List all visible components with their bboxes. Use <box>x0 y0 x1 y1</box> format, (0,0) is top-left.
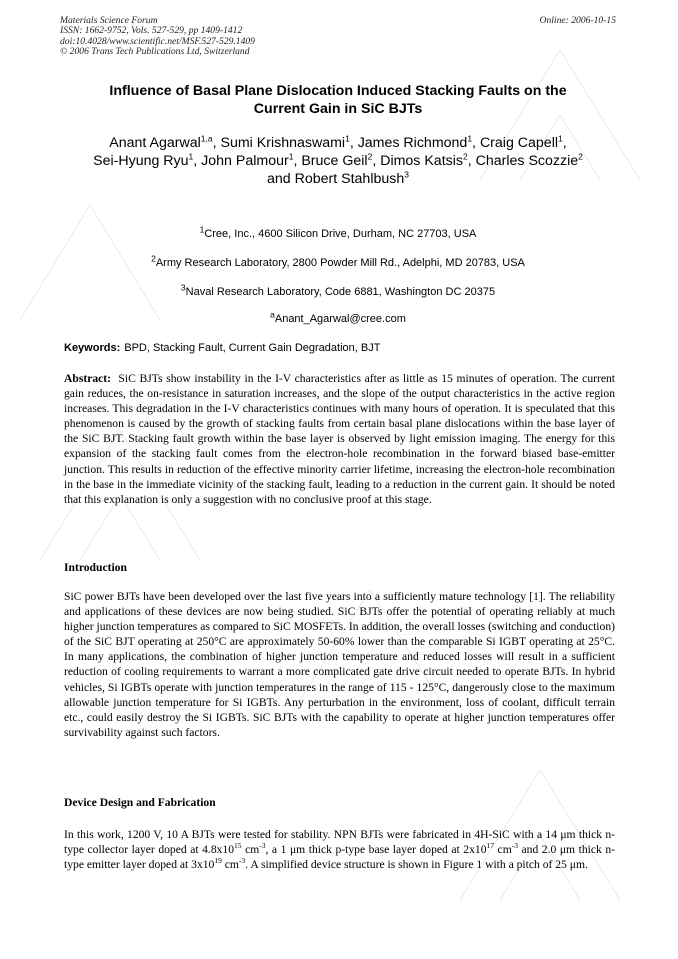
author-affil: 1 <box>558 133 563 144</box>
issn-line: ISSN: 1662-9752, Vols. 527-529, pp 1409-1412 <box>60 25 243 37</box>
abstract-label: Abstract: <box>64 372 112 385</box>
affiliation-3: $^3$Naval Research Laboratory, Code 6881, Washington DC 20375 <box>180 282 496 298</box>
affiliation-1: $^1$Cree, Inc., 4600 Silicon Drive, Durham, NC 27703, USA <box>199 224 477 240</box>
author-line-3 <box>60 170 616 188</box>
introduction-heading: Introduction <box>64 561 127 574</box>
keywords-text: BPD, Stacking Fault, Current Gain Degradation, BJT <box>124 342 381 354</box>
affiliation-2: $^2$Army Research Laboratory, 2800 Powder Mill Rd., Adelphi, MD 20783, USA <box>151 253 525 269</box>
author-line-2: Sei-Hyung Ryu$^1$, John Palmour$^1$, Bruce Geil$^2$, Dimos Katsis$^2$, Charles Scozzie$^2$ <box>93 151 583 170</box>
copyright-line: © 2006 Trans Tech Publications Ltd, Switzerland <box>60 46 250 58</box>
author-affil: 1 <box>467 133 473 144</box>
author-name: Craig Capell <box>479 135 559 151</box>
keywords-label: Keywords: <box>64 342 121 354</box>
author-name: John Palmour <box>201 153 289 170</box>
author-affil: 2 <box>462 151 468 162</box>
author-affil: 3 <box>404 169 409 180</box>
journal-header <box>60 16 616 58</box>
keywords <box>64 342 616 355</box>
author-name: Charles Scozzie <box>475 153 579 170</box>
author-name: Sei-Hyung Ryu <box>93 153 189 170</box>
device-design-heading: Device Design and Fabrication <box>64 796 216 809</box>
author-name: James Richmond <box>357 135 468 151</box>
author-affil: 1 <box>188 151 194 162</box>
author-affil: 1,a <box>200 133 213 144</box>
author-name: Bruce Geil <box>301 153 368 170</box>
author-name: Dimos Katsis <box>380 153 463 170</box>
author-list <box>60 134 616 189</box>
title-line-1: Influence of Basal Plane Dislocation Induced Stacking Faults on the <box>109 83 567 99</box>
title-line-2: Current Gain in SiC BJTs <box>253 101 423 117</box>
author-affil: 1 <box>345 133 350 144</box>
doi-line: doi:10.4028/www.scientific.net/MSF.527-529.1409 <box>60 35 255 47</box>
abstract <box>64 371 615 507</box>
device-design-paragraph: In this work, 1200 V, 10 A BJTs were tested for stability. NPN BJTs were fabricated in 4H-SiC with a 14 μm thick n-type collector layer doped at $4.8x10^{15}$ $cm^{-3}$, a 1 μm thick p-type base layer doped at $2x10^{17}$ $cm^{-3}$ and 2.0 μm thick n-type emitter layer doped at $3x10^{19}$ $cm^{-3}$. A simplified device structure is shown in Figure 1 with a pitch of 25 μm. <box>64 828 616 872</box>
author-name: Anant Agarwal <box>109 135 201 151</box>
corresponding-email: $^a$Anant_Agarwal@cree.com <box>270 309 406 325</box>
author-affil: 2 <box>367 151 373 162</box>
online-date: Online: 2006-10-15 <box>539 15 616 26</box>
paper-title <box>60 82 616 118</box>
author-name: Sumi Krishnaswami <box>220 135 346 151</box>
author-name: and Robert Stahlbush <box>267 171 405 188</box>
introduction-paragraph: SiC power BJTs have been developed over the last five years into a sufficiently mature technology [1]. The reliability and applications of these devices are now being studied. SiC BJTs offer the potential of operating reliably at much higher junction temperatures as compared to SiC MOSFETs. In addition, the overall losses (switching and conduction) of the SiC BJT operating at 250°C are approximately 50-60% lower than the comparable Si IGBT operating at 25°C. In many applications, the combination of higher junction temperature and reduced losses will result in a sufficient reduction of cooling requirements to warrant a more complicated gate drive circuit needed to operate BJTs. In hybrid vehicles, Si IGBTs operate with junction temperatures in the range of 115 - 125°C, dangerously close to the maximum allowable junction temperature for Si IGBTs. Any perturbation in the environment, loss of coolant, difficult terrain etc., could easily destroy the Si IGBTs. SiC BJTs with the capability to operate at higher junction temperatures offer survivability against such factors. <box>64 590 615 739</box>
author-affil: 1 <box>288 151 294 162</box>
author-line-1: Anant Agarwal$^{1,a}$, Sumi Krishnaswami$^1$, James Richmond$^1$, Craig Capell$^1$, <box>109 133 567 151</box>
author-affil: 2 <box>578 151 583 162</box>
abstract-text: SiC BJTs show instability in the I-V characteristics after as little as 15 minutes of operation. The current gain reduces, the on-resistance in saturation increases, and the slope of the output characteristics in the active region increases. This degradation in the I-V characteristics continues with many hours of operation. It is speculated that this phenomenon is caused by the growth of stacking faults from certain basal plane dislocations within the base layer of the SiC BJT. Stacking fault growth within the base layer is observed by light emission imaging. The energy for this expansion of the stacking fault comes from the electron-hole recombination in the forward biased base-emitter junction. This results in reduction of the effective minority carrier lifetime, increasing the electron-hole recombination in the base in the immediate vicinity of the stacking fault, leading to a reduction in the current gain. It should be noted that this explanation is only a suggestion with no conclusive proof at this stage. <box>64 372 616 506</box>
journal-name: Materials Science Forum <box>60 15 158 26</box>
